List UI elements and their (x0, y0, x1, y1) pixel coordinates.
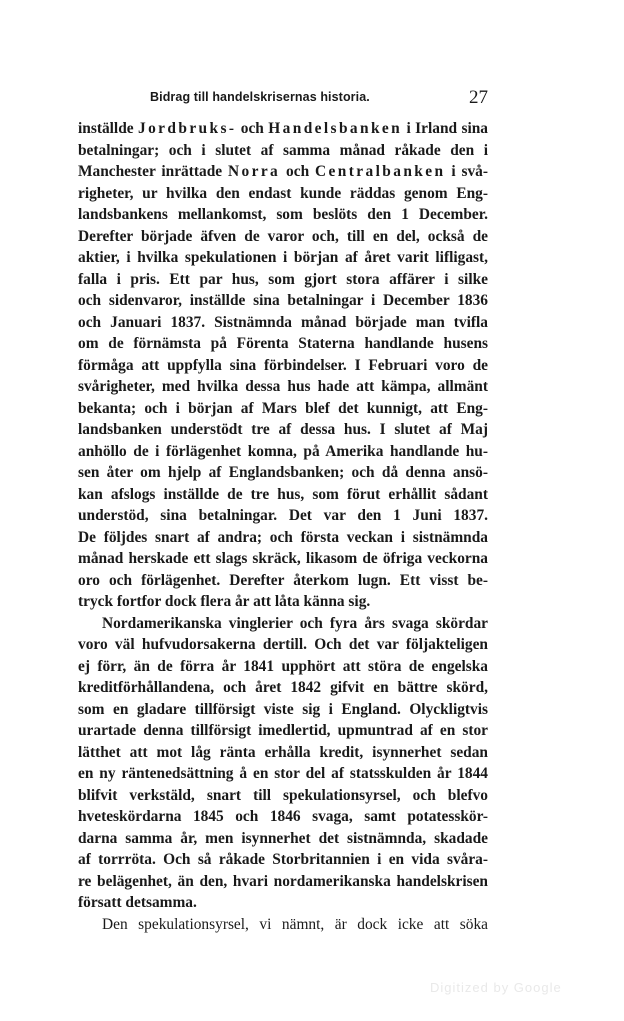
text-line: kan afslogs inställde de tre hus, som förut erhållit sådant (78, 485, 488, 503)
text-fragment: och (280, 163, 316, 180)
text-line: hveteskördarna 1845 och 1846 svaga, samt potatesskör- (78, 808, 488, 825)
text-line: falla i pris. Ett par hus, som gjort stora affärer i silke (78, 270, 488, 288)
text-line: De följdes snart af andra; och första veckan i sistnämnda (78, 528, 488, 546)
text-fragment: i svå- (445, 163, 488, 180)
spaced-term: Handelsbanken (268, 120, 403, 137)
text-line: understöd, sina betalningar. Det var den 1 Juni 1837. (78, 507, 488, 524)
text-line: Derefter började äfven de varor och, till en del, också de (78, 227, 488, 245)
page-number: 27 (469, 87, 488, 108)
text-line: lätthet att mot låg ränta erhålla kredit, isynnerhet sedan (78, 743, 488, 761)
text-fragment: och (236, 120, 269, 137)
text-line: landsbanken understödt tre af dessa hus. I slutet af Maj (78, 421, 488, 438)
text-line: kreditförhållandena, och året 1842 gifvit en bättre skörd, (78, 679, 488, 696)
spaced-term: Jordbruks- (137, 120, 237, 137)
text-line (78, 118, 488, 140)
running-head (78, 87, 488, 110)
text-line: försatt detsamma. (78, 894, 197, 911)
text-line: tryck fortfor dock flera år att låta känna sig. (78, 593, 371, 610)
text-line: oro och förlägenhet. Derefter återkom lugn. Ett visst be- (78, 571, 488, 589)
text-line: aktier, i hvilka spekulationen i början af året varit lifligast, (78, 249, 488, 266)
text-fragment: Manchester inrättade (78, 163, 228, 180)
text-line: urartade denna tillförsigt imedlertid, upmuntrad af en stor (78, 722, 488, 739)
text-line: voro väl hufvudorsakerna dertill. Och det var följakteligen (78, 636, 488, 653)
text-line: och Januari 1837. Sistnämnda månad började man tvifla (78, 313, 488, 331)
text-line: ej förr, än de förra år 1841 upphört att störa de engelska (78, 657, 488, 675)
text-line: darna samma år, men isynnerhet det sistnämnda, skadade (78, 829, 488, 847)
body-text (78, 118, 488, 935)
text-line: en ny räntenedsättning å en stor del af statsskulden år 1844 (78, 765, 488, 782)
text-line: anhöllo de i förlägenhet komna, på Amerika handlande hu- (78, 442, 488, 460)
text-line: Den spekulationsyrsel, vi nämnt, är dock icke att söka (102, 915, 488, 933)
text-line: om de förnämsta på Förenta Staterna handlande husens (78, 335, 488, 352)
text-line: Nordamerikanska vinglerier och fyra års svaga skördar (102, 614, 488, 632)
text-line: af torrröta. Och så råkade Storbritannien i en vida svåra- (78, 851, 488, 868)
spaced-term: Centralbanken (315, 163, 446, 180)
text-line: svårigheter, med hvilka dessa hus hade att kämpa, allmänt (78, 378, 488, 395)
text-line: righeter, ur hvilka den endast kunde räddas genom Eng- (78, 184, 488, 202)
scan-watermark: Digitized by Google (430, 980, 562, 995)
running-title: Bidrag till handelskrisernas historia. (150, 90, 370, 104)
text-fragment: inställde (78, 120, 138, 137)
text-line: re belägenhet, än den, hvari nordamerikanska handelskrisen (78, 872, 488, 890)
text-line: förmåga att uppfylla sina förbindelser. I Februari voro de (78, 356, 488, 374)
text-line: månad herskade ett slags skräck, likasom de öfriga veckorna (78, 550, 488, 567)
text-line (78, 161, 488, 183)
text-line: bekanta; och i början af Mars blef det kunnigt, att Eng- (78, 399, 488, 417)
text-line: blifvit verkstäld, snart till spekulationsyrsel, och blefvo (78, 786, 488, 804)
text-line: sen åter om hjelp af Englandsbanken; och då denna ansö- (78, 464, 488, 481)
spaced-term: Norra (227, 163, 281, 180)
text-fragment: i Irland sina (402, 120, 488, 137)
text-line: betalningar; och i slutet af samma månad råkade den i (78, 141, 488, 159)
text-line: och sidenvaror, inställde sina betalningar i December 1836 (78, 292, 488, 309)
text-line: som en gladare tillförsigt viste sig i England. Olyckligtvis (78, 700, 488, 718)
text-line: landsbankens mellankomst, som beslöts den 1 December. (78, 206, 488, 223)
